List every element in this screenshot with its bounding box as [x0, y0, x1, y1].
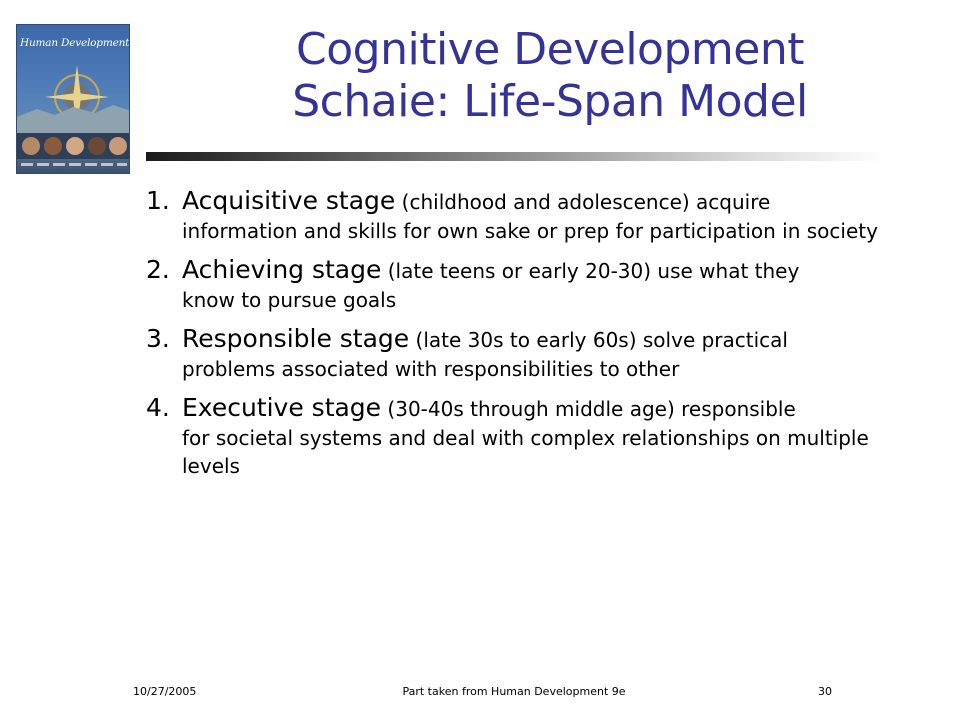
stage-name: Responsible stage: [182, 324, 410, 353]
stage-item-achieving: [146, 255, 916, 314]
stage-number: 4.: [146, 393, 170, 422]
stage-detail-head: (late teens or early 20-30) use what they: [387, 259, 800, 283]
slide-title: [150, 24, 950, 128]
footer-page-number: 30: [818, 685, 832, 698]
book-cover-image: [16, 24, 130, 174]
footer-date: 10/27/2005: [133, 685, 197, 698]
stage-detail-rest: information and skills for own sake or prep for participation in society: [182, 219, 878, 243]
stage-number: 3.: [146, 324, 170, 353]
stage-number: 2.: [146, 255, 170, 284]
stage-detail-rest: for societal systems and deal with complex relationships on multiple levels: [182, 426, 869, 478]
stage-item-acquisitive: [146, 186, 916, 245]
title-divider: [146, 152, 886, 161]
stage-name: Acquisitive stage: [182, 186, 396, 215]
stage-detail-head: (childhood and adolescence) acquire: [401, 190, 771, 214]
book-cover-title: Human Development: [20, 37, 130, 49]
stage-detail-head: (30-40s through middle age) responsible: [387, 397, 796, 421]
stage-list: [146, 186, 916, 490]
stage-name: Executive stage: [182, 393, 382, 422]
stage-detail-head: (late 30s to early 60s) solve practical: [415, 328, 788, 352]
stage-name: Achieving stage: [182, 255, 382, 284]
stage-item-executive: [146, 393, 916, 480]
stage-item-responsible: [146, 324, 916, 383]
stage-number: 1.: [146, 186, 170, 215]
slide-title-line-2: Schaie: Life-Span Model: [292, 76, 808, 127]
stage-detail-rest: know to pursue goals: [182, 288, 397, 312]
stage-detail-rest: problems associated with responsibilities to other: [182, 357, 680, 381]
footer-source: Part taken from Human Development 9e: [402, 685, 626, 698]
slide-title-line-1: Cognitive Development: [296, 24, 804, 75]
book-cover-authors: [21, 163, 127, 166]
